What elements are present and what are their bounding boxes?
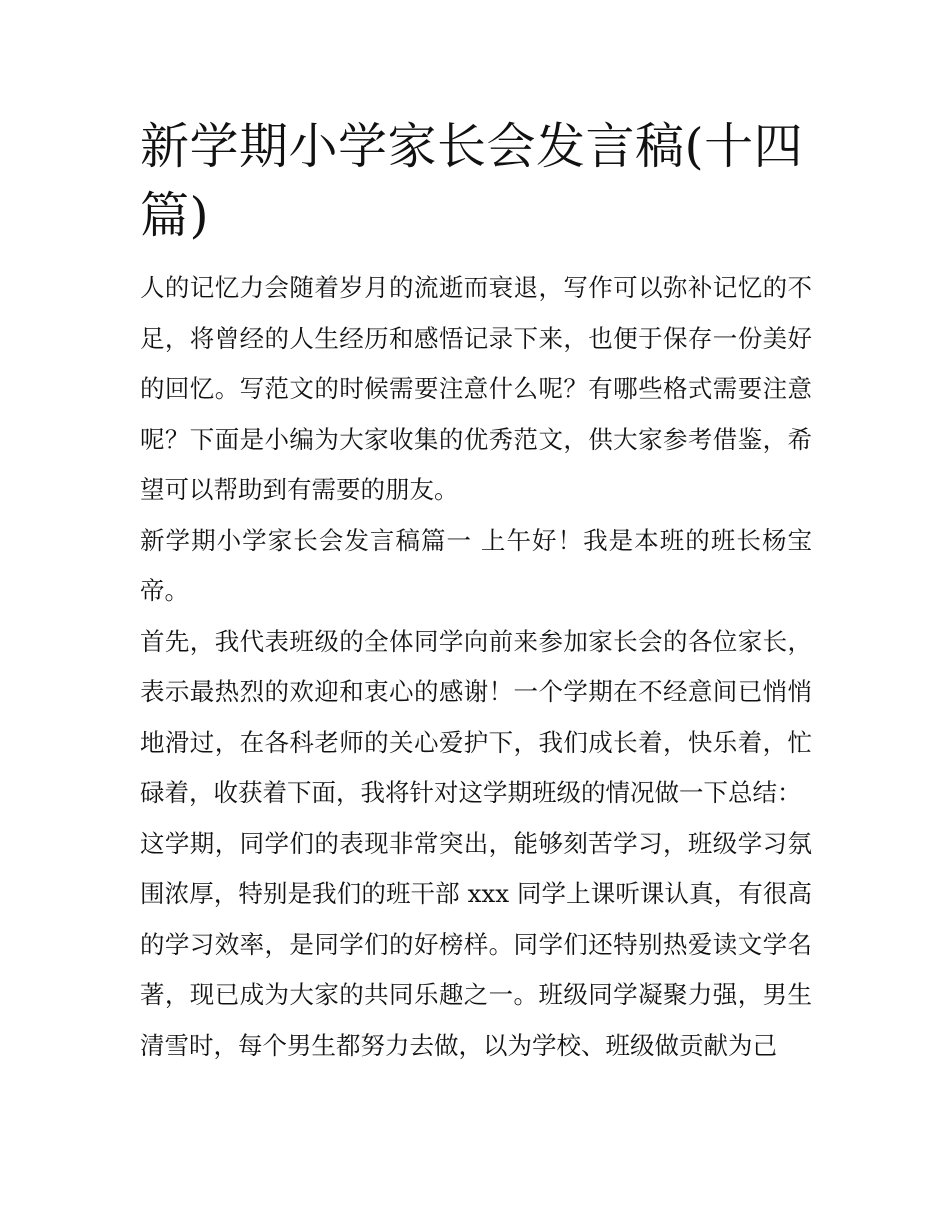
welcome-paragraph: 首先，我代表班级的全体同学向前来参加家长会的各位家长，表示最热烈的欢迎和衷心的感谢！一个学期在不经意间已悄悄地滑过，在各科老师的关心爱护下，我们成长着，快乐着，忙碌着，收获着下面，我将针对这学期班级的情况做一下总结：	[140, 626, 812, 807]
document-body	[140, 263, 812, 1071]
intro-paragraph: 人的记忆力会随着岁月的流逝而衰退，写作可以弥补记忆的不足，将曾经的人生经历和感悟记录下来，也便于保存一份美好的回忆。写范文的时候需要注意什么呢？有哪些格式需要注意呢？下面是小编为大家收集的优秀范文，供大家参考借鉴，希望可以帮助到有需要的朋友。	[140, 273, 812, 504]
document-title: 新学期小学家长会发言稿(十四篇)	[140, 118, 804, 244]
document-page	[140, 112, 812, 1071]
summary-paragraph: 这学期，同学们的表现非常突出，能够刻苦学习，班级学习氛围浓厚，特别是我们的班干部 xxx 同学上课听课认真，有很高的学习效率，是同学们的好榜样。同学们还特别热爱读文学名著，现已成为大家的共同乐趣之一。班级同学凝聚力强，男生清雪时，每个男生都努力去做，以为学校、班级做贡献为己	[140, 828, 812, 1060]
speech-opening-paragraph: 新学期小学家长会发言稿篇一 上午好！我是本班的班长杨宝帝。	[140, 525, 812, 605]
